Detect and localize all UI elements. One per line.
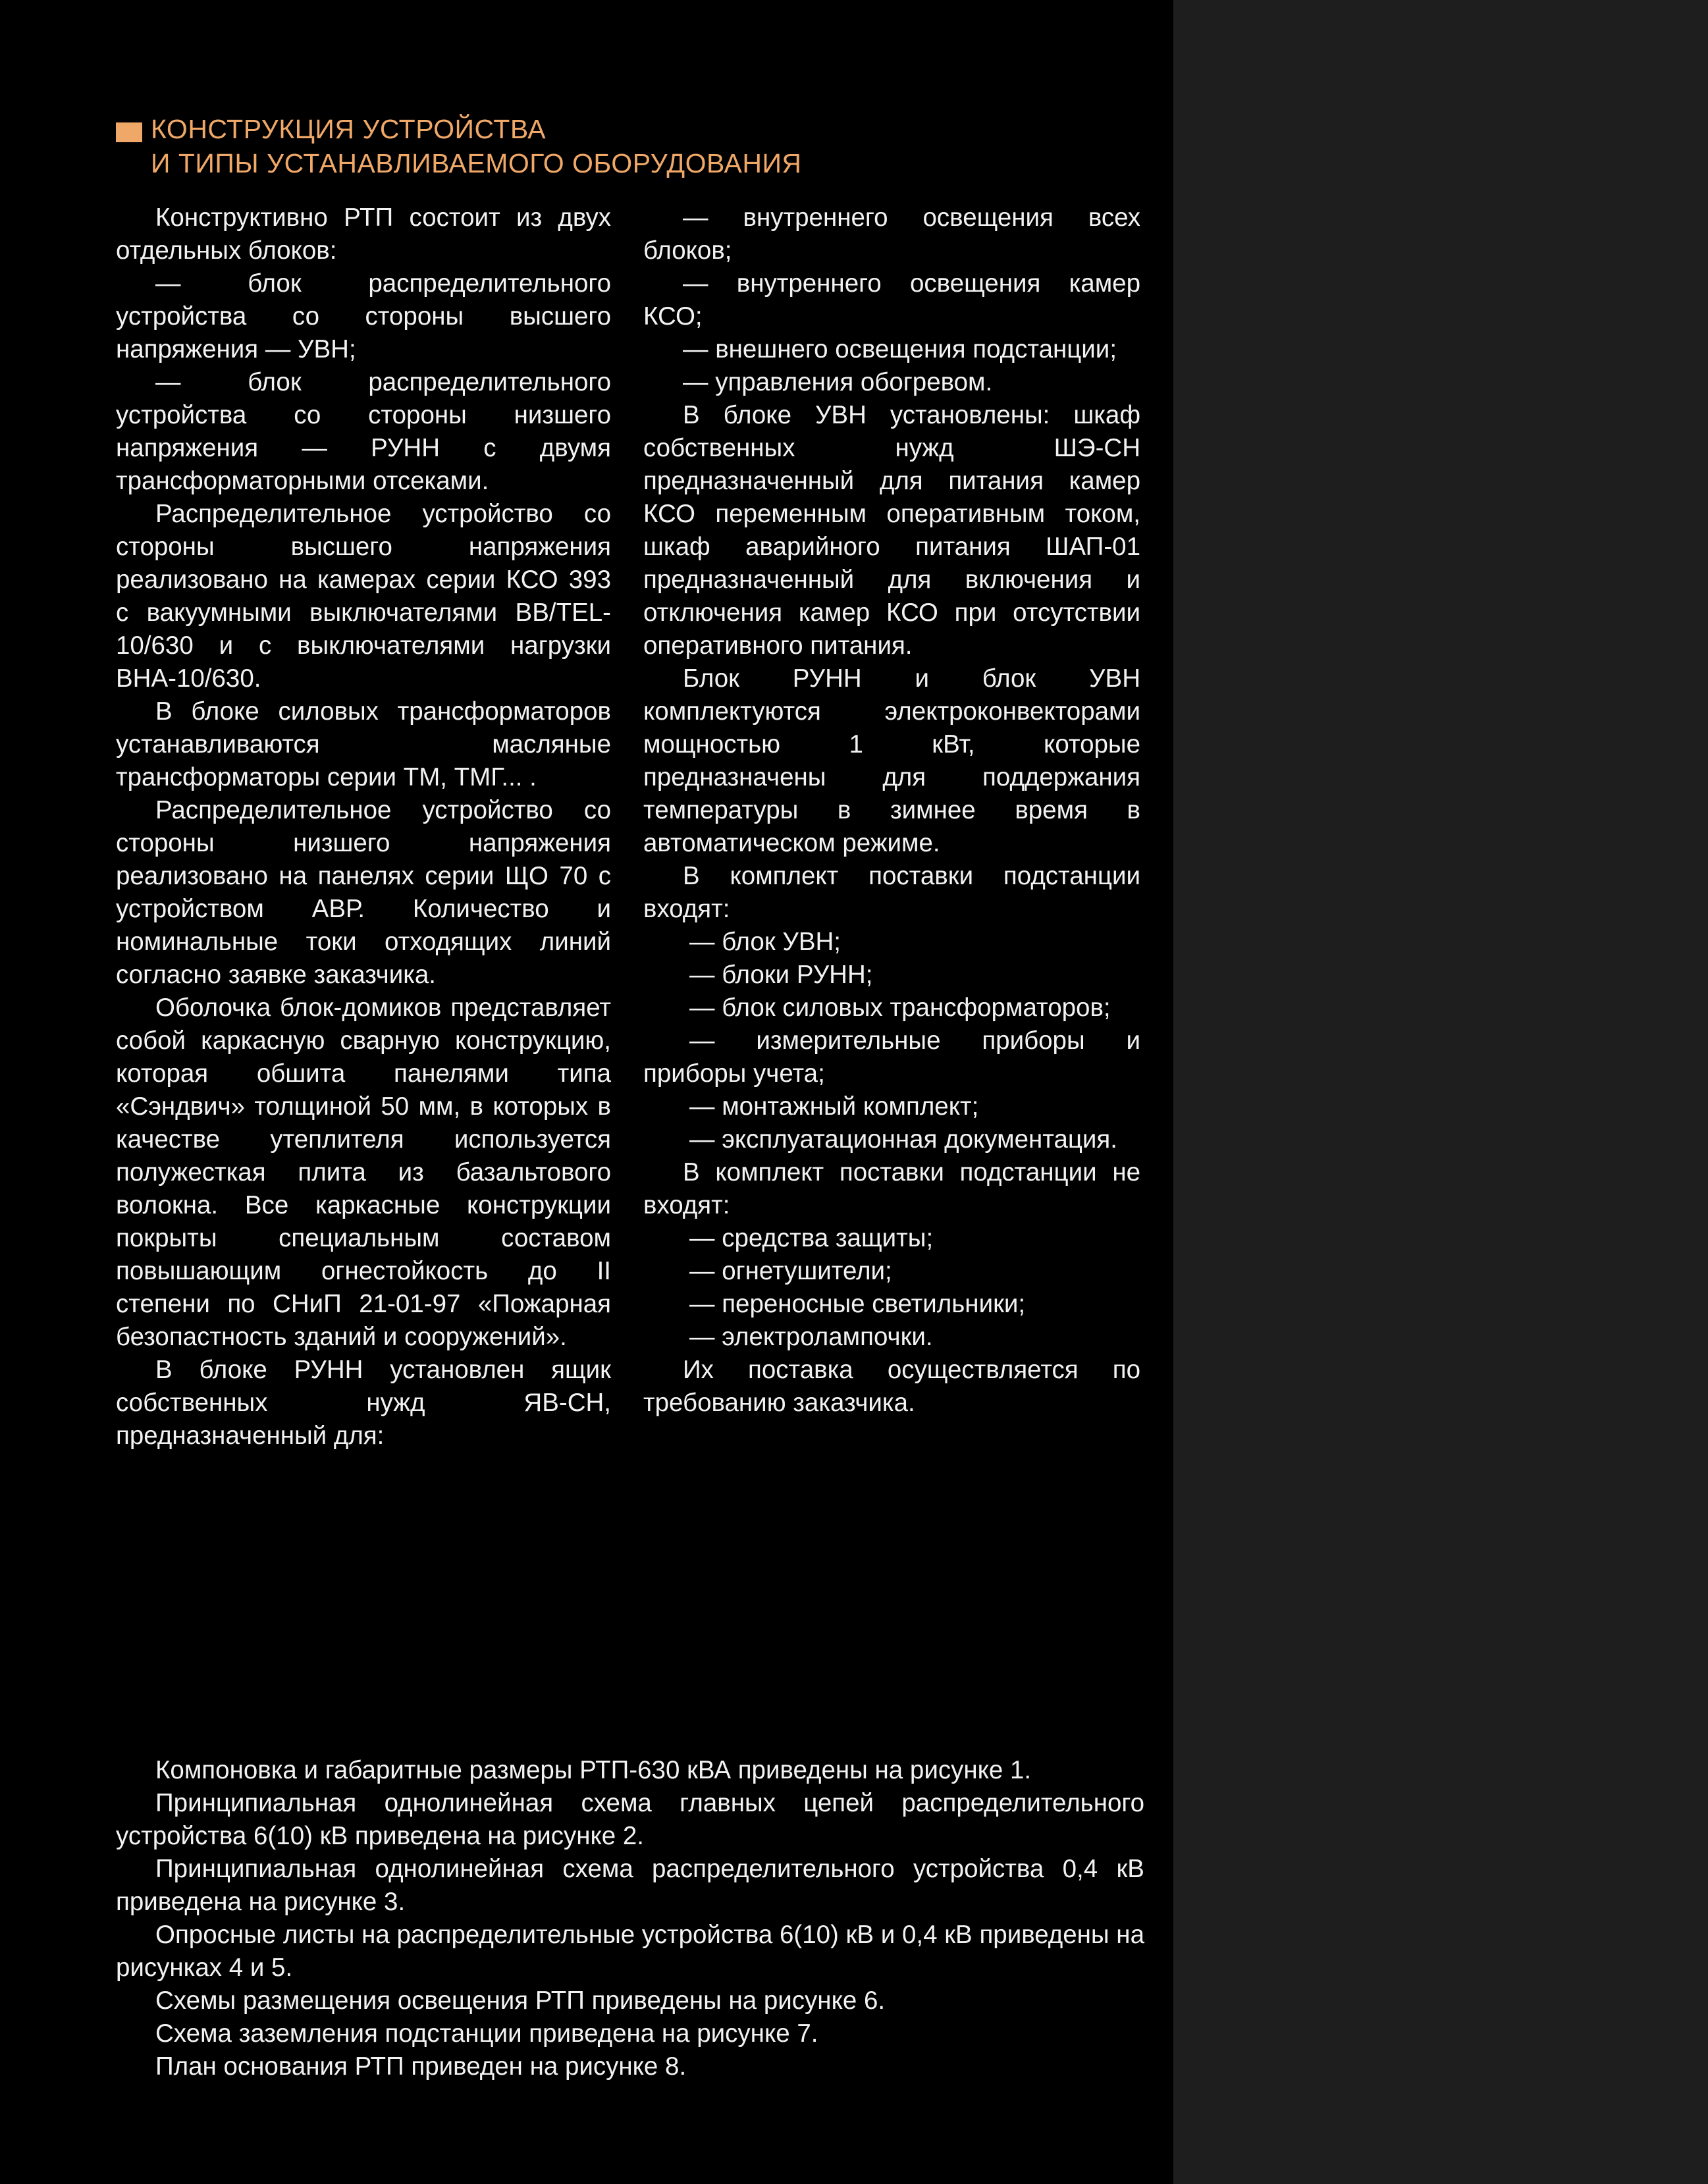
list-item: — блоки РУНН;	[689, 961, 873, 989]
list-item: — электролампочки.	[689, 1323, 933, 1351]
paragraph: Их поставка осуществляется по требованию заказчика.	[643, 1356, 1140, 1417]
paragraph: Блок РУНН и блок УВН комплектуются электроконвекторами мощностью 1 кВт, которые предназначены для поддержания температуры в зимнее время в автоматическом режиме.	[643, 664, 1140, 857]
right-gray-strip	[1173, 0, 1708, 2184]
paragraph: Конструктивно РТП состоит из двух отдельных блоков:	[116, 203, 611, 265]
paragraph: Схема заземления подстанции приведена на рисунке 7.	[155, 2019, 818, 2048]
list-item: — блок УВН;	[689, 928, 841, 956]
paragraph: Опросные листы на распределительные устройства 6(10) кВ и 0,4 кВ приведены на рисунках 4 и 5.	[116, 1921, 1144, 1982]
paragraph: Компоновка и габаритные размеры РТП-630 кВА приведены на рисунке 1.	[155, 1756, 1032, 1784]
heading-square-icon	[116, 122, 142, 142]
paragraph: В блоке РУНН установлен ящик собственных нужд ЯВ-СН, предназначенный для:	[116, 1356, 611, 1450]
paragraph: План основания РТП приведен на рисунке 8.	[155, 2052, 687, 2081]
list-item: — блок силовых трансформаторов;	[689, 994, 1111, 1022]
paragraph: — блок распределительного устройства со стороны низшего напряжения — РУНН с двумя трансформаторными отсеками.	[116, 368, 611, 495]
paragraph: Распределительное устройство со стороны низшего напряжения реализовано на панелях серии ЩО 70 с устройством АВР. Количество и номинальные токи отходящих линий согласно заявке заказчика.	[116, 796, 611, 989]
paragraph: — внутреннего освещения всех блоков;	[643, 203, 1140, 265]
paragraph: В блоке силовых трансформаторов устанавливаются масляные трансформаторы серии ТМ, ТМГ... .	[116, 697, 611, 791]
heading-line-2: И ТИПЫ УСТАНАВЛИВАЕМОГО ОБОРУДОВАНИЯ	[151, 148, 802, 178]
paragraph: В комплект поставки подстанции входят:	[643, 862, 1140, 923]
list-item: — средства защиты;	[689, 1224, 934, 1252]
paragraph: — блок распределительного устройства со стороны высшего напряжения — УВН;	[116, 269, 611, 363]
paragraph: Принципиальная однолинейная схема распределительного устройства 0,4 кВ приведена на рисунке 3.	[116, 1855, 1144, 1916]
paragraph: Распределительное устройство со стороны высшего напряжения реализовано на камерах серии КСО 393 с вакуумными выключателями BB/TEL-10/630 и с выключателями нагрузки ВНА-10/630.	[116, 500, 611, 693]
bottom-text-block	[116, 1754, 1144, 2083]
paragraph: — управления обогревом.	[683, 368, 993, 396]
heading-line-1: КОНСТРУКЦИЯ УСТРОЙСТВА	[151, 114, 547, 144]
paragraph: — внутреннего освещения камер КСО;	[643, 269, 1140, 331]
paragraph: — внешнего освещения подстанции;	[683, 335, 1117, 363]
section-heading	[116, 112, 802, 180]
list-item: — переносные светильники;	[689, 1290, 1026, 1318]
paragraph: Принципиальная однолинейная схема главных цепей распределительного устройства 6(10) кВ приведена на рисунке 2.	[116, 1789, 1144, 1850]
list-item: — эксплуатационная документация.	[689, 1125, 1117, 1154]
paragraph: Схемы размещения освещения РТП приведены на рисунке 6.	[155, 1986, 886, 2015]
list-item: — измерительные приборы и приборы учета;	[643, 1026, 1140, 1088]
list-item: — огнетушители;	[689, 1257, 892, 1285]
paragraph: В комплект поставки подстанции не входят:	[643, 1158, 1140, 1219]
right-text-column	[643, 201, 1140, 1420]
list-item: — монтажный комплект;	[689, 1092, 979, 1121]
left-text-column	[116, 201, 611, 1452]
paragraph: Оболочка блок-домиков представляет собой каркасную сварную конструкцию, которая обшита панелями типа «Сэндвич» толщиной 50 мм, в которых в качестве утеплителя используется полужесткая плита из базальтового волокна. Все каркасные конструкции покрыты специальным составом повышающим огнестойкость до II степени по СНиП 21-01-97 «Пожарная безопастность зданий и сооружений».	[116, 994, 611, 1351]
paragraph: В блоке УВН установлены: шкаф собственных нужд ШЭ-СН предназначенный для питания камер КСО переменным оперативным током, шкаф аварийного питания ШАП-01 предназначенный для включения и отключения камер КСО при отсутствии оперативного питания.	[643, 401, 1140, 660]
